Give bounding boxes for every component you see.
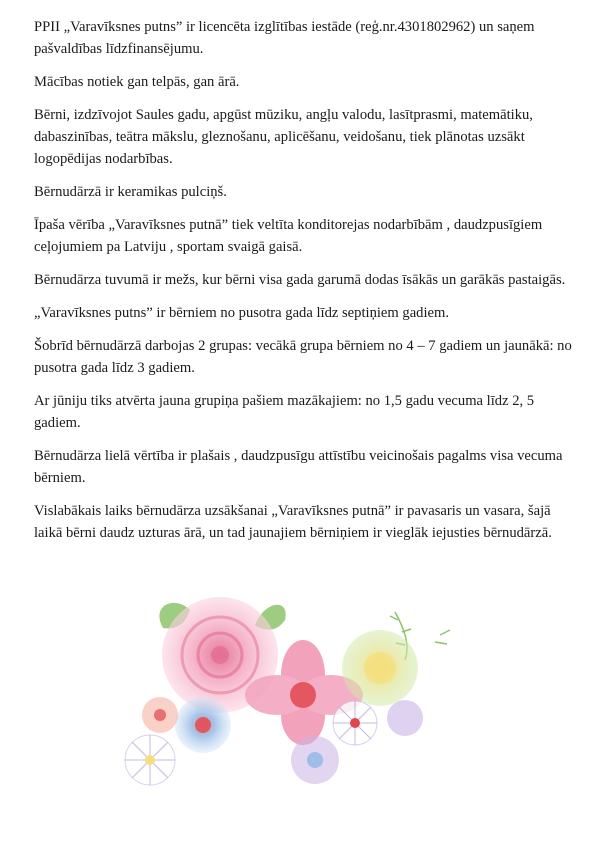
- paragraph-groups: Šobrīd bērnudārzā darbojas 2 grupas: vecākā grupa bērniem no 4 – 7 gadiem un jaunākā: no pusotra gada līdz 3 gadiem.: [34, 338, 572, 376]
- paragraph-subjects: Bērni, izdzīvojot Saules gadu, apgūst mūziku, angļu valodu, lasītprasmi, matemātiku, dabaszinības, teātra mākslu, gleznošanu, aplicēšanu, veidošanu, tiek plānotas uzsākt logopēdijas nodarbības.: [34, 107, 533, 167]
- paragraph-best-time: Vislabākais laiks bērnudārza uzsākšanai „Varavīksnes putnā” ir pavasaris un vasara, šajā laikā bērni daudz uzturas ārā, un tad jaunajiem bērniņiem ir vieglāk iejusties bērnudārzā.: [34, 503, 552, 541]
- document-body: [34, 16, 574, 555]
- paragraph-ages: „Varavīksnes putns” ir bērniem no pusotra gada līdz septiņiem gadiem.: [34, 305, 449, 321]
- paragraph-lessons: Mācības notiek gan telpās, gan ārā.: [34, 74, 240, 90]
- paragraph-new-group: Ar jūniju tiks atvērta jauna grupiņa pašiem mazākajiem: no 1,5 gadu vecuma līdz 2, 5 gadiem.: [34, 393, 535, 431]
- paragraph-forest: Bērnudārza tuvumā ir mežs, kur bērni visa gada garumā dodas īsākās un garākās pastaigās.: [34, 272, 566, 288]
- watercolor-flowers-icon: [105, 590, 475, 790]
- paragraph-special-attention: Īpaša vērība „Varavīksnes putnā” tiek veltīta konditorejas nodarbībām , daudzpusīgiem ceļojumiem pa Latviju , sportam svaigā gaisā.: [34, 217, 543, 255]
- paragraph-ceramics: Bērnudārzā ir keramikas pulciņš.: [34, 184, 227, 200]
- paragraph-yard: Bērnudārza lielā vērtība ir plašais , daudzpusīgu attīstību veicinošais pagalms visa vecuma bērniem.: [34, 448, 563, 486]
- paragraph-license: PPII „Varavīksnes putns” ir licencēta izglītības iestāde (reģ.nr.4301802962) un saņem pašvaldības līdzfinansējumu.: [34, 19, 535, 57]
